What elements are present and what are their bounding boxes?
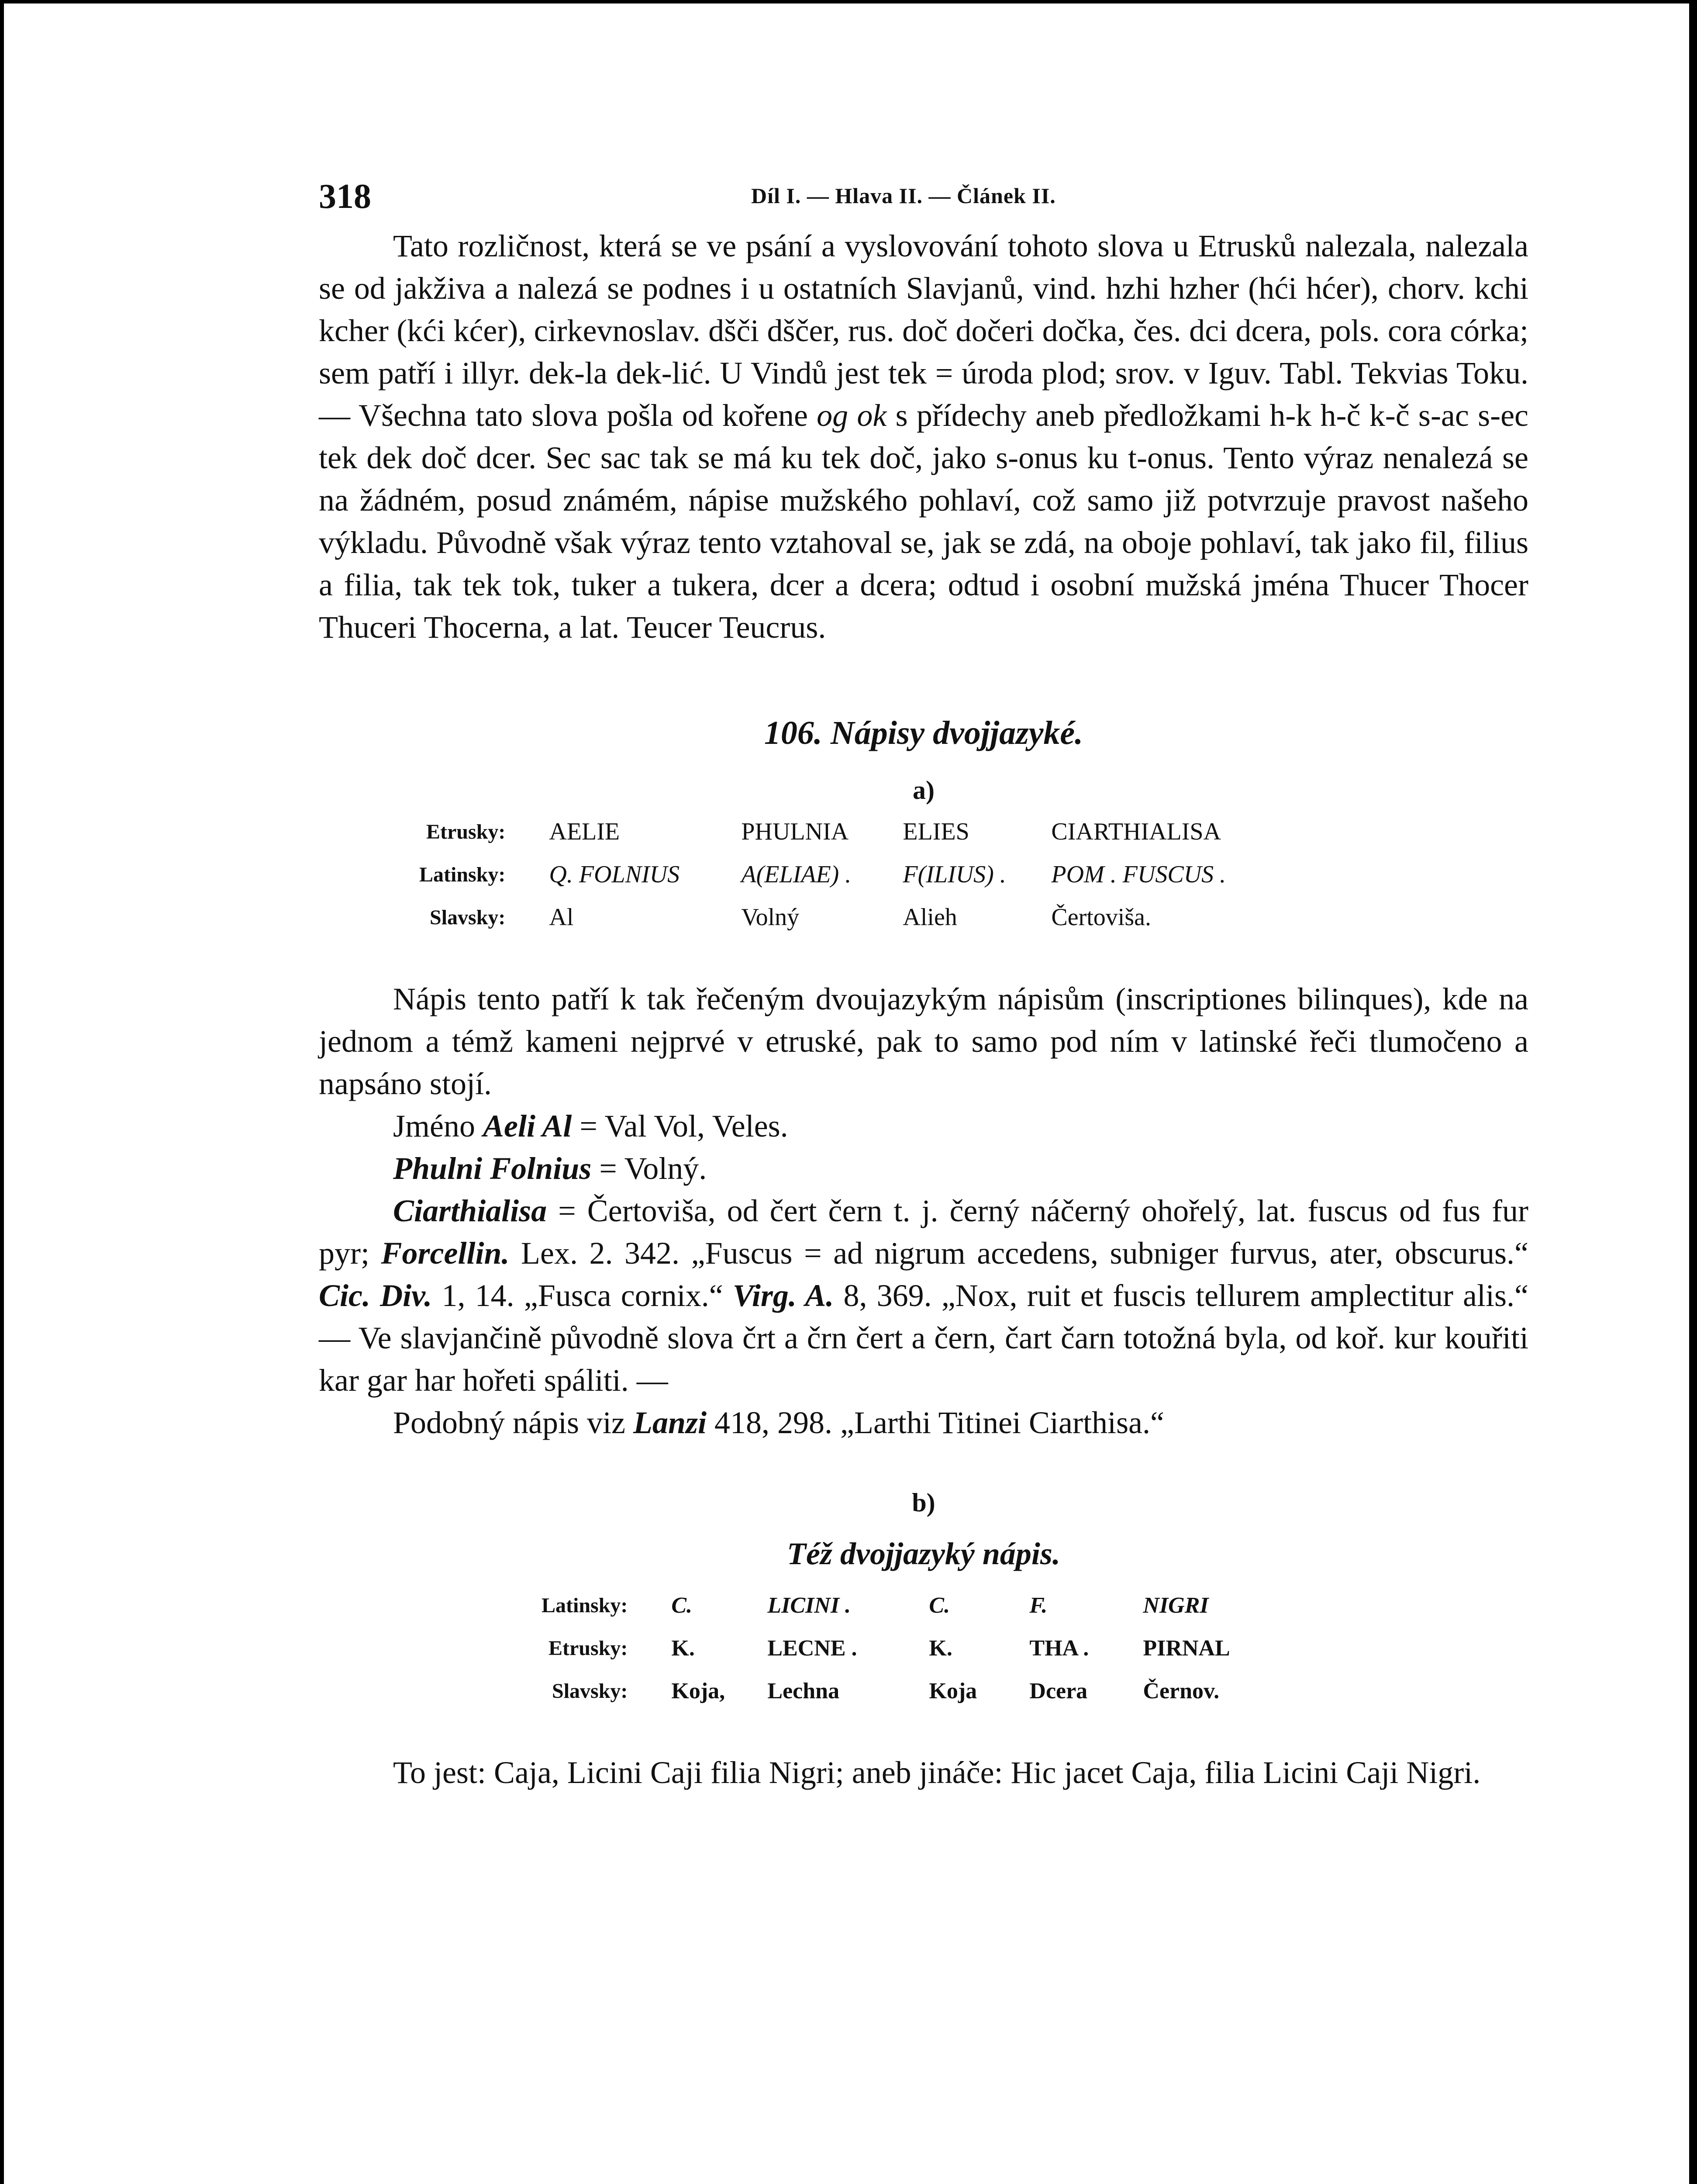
- inscription-b-title: Též dvojjazyký nápis.: [787, 1536, 1060, 1571]
- paragraph-6: [319, 1402, 1528, 1444]
- table-cell: Al: [549, 904, 574, 931]
- row-label: Etrusky:: [548, 1636, 628, 1660]
- paragraph-6-ref: Lanzi: [633, 1405, 707, 1440]
- table-cell: Koja,: [671, 1678, 725, 1704]
- row-label: Etrusky:: [426, 820, 506, 843]
- page: [319, 177, 1528, 1794]
- paragraph-3-term: Aeli Al: [483, 1109, 572, 1144]
- table-cell: CIARTHIALISA: [1051, 818, 1221, 845]
- table-row: [419, 896, 1226, 939]
- paragraph-4-post: = Volný.: [591, 1151, 707, 1186]
- table-row: [542, 1627, 1230, 1669]
- paragraph-1: [319, 225, 1528, 649]
- paragraph-6-post: 418, 298. „Larthi Titinei Ciarthisa.“: [707, 1405, 1164, 1440]
- table-cell: POM . FUSCUS .: [1051, 861, 1226, 888]
- paragraph-5-term: Ciarthialisa: [393, 1193, 547, 1228]
- section-heading: [319, 714, 1528, 758]
- paragraph-5: [319, 1190, 1528, 1402]
- table-cell: Čertoviša.: [1051, 904, 1152, 931]
- table-cell: ELIES: [903, 818, 969, 845]
- section-number: 106.: [764, 715, 822, 751]
- table-cell: Černov.: [1143, 1678, 1220, 1704]
- paragraph-4-term: Phulni Folnius: [393, 1151, 592, 1186]
- paragraph-6-pre: Podobný nápis viz: [393, 1405, 633, 1440]
- table-row: [542, 1584, 1230, 1627]
- page-number: 318: [319, 177, 371, 216]
- table-row: [419, 810, 1226, 853]
- row-label: Slavsky:: [430, 905, 506, 929]
- paragraph-5-text: 1, 14. „Fusca cornix.“: [432, 1278, 733, 1313]
- scan-border-left: [0, 0, 4, 2184]
- paragraph-1-text-a: Tato rozličnost, která se ve psání a vyslovování tohoto slova u Etrusků nalezala, nalezala se od jakživa a nalezá se podnes i u ostatních Slavjanů, vind. hzhi hzher (hći hćer), chorv. kchi kcher (kći kćer), cirkevnoslav. dšči dščer, rus. doč dočeri dočka, čes. dci dcera, pols. cora córka; sem patří i illyr. dek-la dek-lić. U Vindů jest tek = úroda plod; srov. v Iguv. Tabl. Tekvias Toku. — Všechna tato slova pošla od kořene: [319, 228, 1528, 433]
- table-cell: THA .: [1029, 1635, 1089, 1661]
- scan-border-top: [0, 0, 1697, 3]
- paragraph-3-post: = Val Vol, Veles.: [572, 1109, 788, 1144]
- paragraph-5-text: = Čertoviša, od čert čern t. j. černý náčerný ohořelý, lat. fuscus od fus fur pyr;: [319, 1193, 1528, 1271]
- table-cell: F.: [1029, 1593, 1048, 1618]
- table-cell: Volný: [741, 904, 800, 931]
- section-title: Nápisy dvojjazyké.: [830, 715, 1083, 751]
- inscription-b-label: b): [912, 1488, 935, 1517]
- table-cell: K.: [671, 1635, 695, 1661]
- paragraph-5-ref: Forcellin.: [381, 1236, 510, 1271]
- page-header: [319, 177, 1528, 225]
- inscription-a-label: a): [913, 776, 935, 805]
- table-cell: Koja: [929, 1678, 977, 1704]
- paragraph-5-text: Lex. 2. 342. „Fuscus = ad nigrum accedens, subniger furvus, ater, obscurus.“: [509, 1236, 1529, 1271]
- table-cell: C.: [929, 1593, 950, 1618]
- paragraph-2: Nápis tento patří k tak řečeným dvoujazykým nápisům (inscriptiones bilinques), kde na jednom a témž kameni nejprvé v etruské, pak to samo pod ním v latinské řeči tlumočeno a napsáno stojí.: [319, 981, 1528, 1101]
- inscription-b-table: [542, 1584, 1230, 1712]
- row-label: Latinsky:: [542, 1593, 628, 1617]
- table-cell: PIRNAL: [1143, 1635, 1230, 1661]
- paragraph-5-ref: Cic. Div.: [319, 1278, 432, 1313]
- table-cell: AELIE: [549, 818, 620, 845]
- paragraph-5-text: 8, 369. „Nox, ruit et fuscis tellurem amplectitur alis.“ — Ve slavjančině původně slova črt a črn čert a čern, čart čarn totožná byla, od koř. kur kouřiti kar gar har hořeti spáliti. —: [319, 1278, 1528, 1398]
- table-cell: A(ELIAE) .: [741, 861, 852, 888]
- table-cell: Alieh: [903, 904, 957, 931]
- paragraph-1-text-b: s přídechy aneb předložkami h-k h-č k-č s-ac s-ec tek dek doč dcer. Sec sac tak se má ku tek doč, jako s-onus ku t-onus. Tento výraz nenalezá se na žádném, posud známém, nápise mužského pohlaví, což samo již potvrzuje pravost našeho výkladu. Původně však výraz tento vztahoval se, jak se zdá, na oboje pohlaví, tak jako fil, filius a filia, tak tek tok, tuker a tukera, dcer a dcera; odtud i osobní mužská jména Thucer Thocer Thuceri Thocerna, a lat. Teucer Teucrus.: [319, 398, 1529, 645]
- table-cell: Q. FOLNIUS: [549, 861, 680, 888]
- table-row: [542, 1669, 1230, 1712]
- row-label: Slavsky:: [552, 1679, 628, 1703]
- table-cell: LECNE .: [767, 1635, 857, 1661]
- table-cell: Lechna: [767, 1678, 840, 1704]
- table-cell: PHULNIA: [741, 818, 849, 845]
- table-cell: C.: [671, 1593, 693, 1618]
- table-cell: LICINI .: [767, 1593, 851, 1618]
- row-label: Latinsky:: [419, 863, 506, 886]
- paragraph-4: [319, 1147, 1528, 1190]
- scan-border-right: [1689, 0, 1697, 2184]
- table-cell: Dcera: [1029, 1678, 1088, 1704]
- paragraph-1-root: og ok: [817, 398, 887, 433]
- table-cell: NIGRI: [1143, 1593, 1209, 1618]
- table-cell: F(ILIUS) .: [903, 861, 1006, 888]
- running-head: Díl I. — Hlava II. — Článek II.: [751, 183, 1056, 208]
- table-row: [419, 853, 1226, 896]
- inscription-a-table: [419, 810, 1226, 939]
- paragraph-3: [319, 1105, 1528, 1147]
- paragraph-5-ref: Virg. A.: [732, 1278, 834, 1313]
- table-cell: K.: [929, 1635, 952, 1661]
- paragraph-7: To jest: Caja, Licini Caji filia Nigri; aneb jináče: Hic jacet Caja, filia Licini Caji Nigri.: [393, 1755, 1481, 1790]
- paragraph-3-pre: Jméno: [393, 1109, 483, 1144]
